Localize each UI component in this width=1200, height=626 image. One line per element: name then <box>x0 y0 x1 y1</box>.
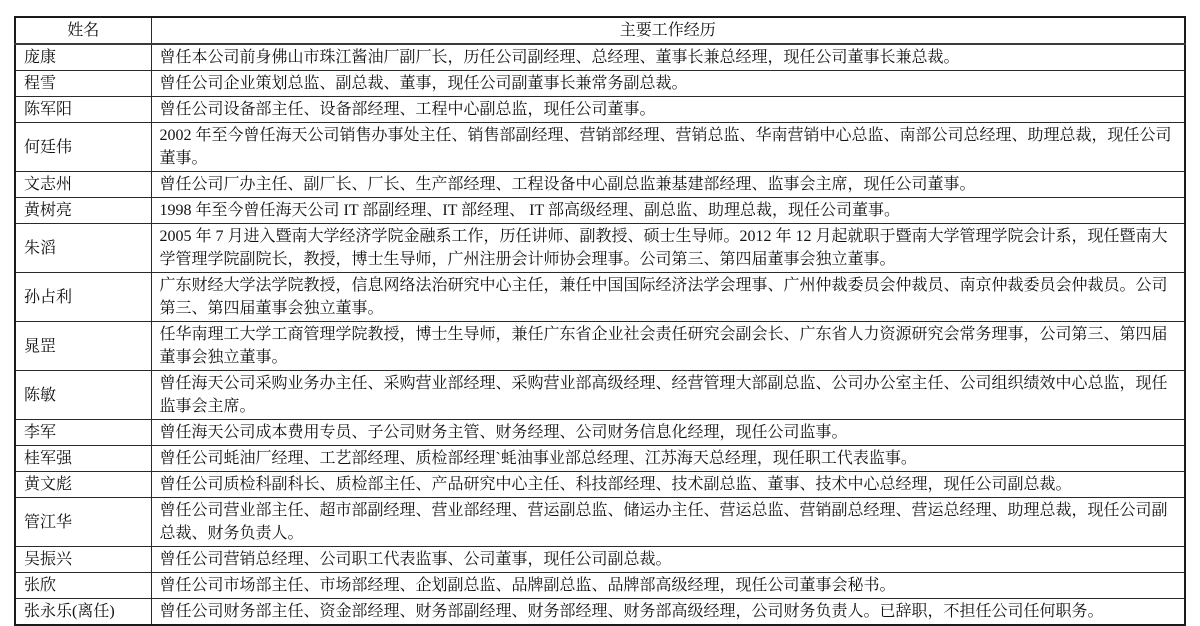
table-row <box>15 498 1185 547</box>
table-row <box>15 420 1185 446</box>
table-row <box>15 547 1185 573</box>
name-cell: 陈军阳 <box>15 97 151 123</box>
experience-cell: 曾任本公司前身佛山市珠江酱油厂副厂长，历任公司副经理、总经理、董事长兼总经理，现任公司董事长兼总裁。 <box>151 44 1185 71</box>
experience-cell: 任华南理工大学工商管理学院教授，博士生导师，兼任广东省企业社会责任研究会副会长、广东省人力资源研究会常务理事，公司第三、第四届董事会独立董事。 <box>151 322 1185 371</box>
experience-cell: 曾任公司营业部主任、超市部副经理、营业部经理、营运副总监、储运办主任、营运总监、营销副总经理、营运总经理、助理总裁，现任公司副总裁、财务负责人。 <box>151 498 1185 547</box>
name-cell: 朱滔 <box>15 224 151 273</box>
name-cell: 文志州 <box>15 172 151 198</box>
table-row <box>15 273 1185 322</box>
experience-cell: 曾任公司企业策划总监、副总裁、董事，现任公司副董事长兼常务副总裁。 <box>151 71 1185 97</box>
table-row <box>15 71 1185 97</box>
name-cell: 张欣 <box>15 573 151 599</box>
name-cell: 黄文彪 <box>15 472 151 498</box>
name-cell: 庞康 <box>15 44 151 71</box>
experience-cell: 广东财经大学法学院教授，信息网络法治研究中心主任，兼任中国国际经济法学会理事、广州仲裁委员会仲裁员、南京仲裁委员会仲裁员。公司第三、第四届董事会独立董事。 <box>151 273 1185 322</box>
table-body <box>15 44 1185 625</box>
table-row <box>15 172 1185 198</box>
experience-cell: 曾任公司市场部主任、市场部经理、企划副总监、品牌副总监、品牌部高级经理，现任公司董事会秘书。 <box>151 573 1185 599</box>
experience-cell: 曾任海天公司成本费用专员、子公司财务主管、财务经理、公司财务信息化经理，现任公司监事。 <box>151 420 1185 446</box>
name-cell: 管江华 <box>15 498 151 547</box>
name-cell: 黄树亮 <box>15 198 151 224</box>
name-cell: 李军 <box>15 420 151 446</box>
table-row <box>15 446 1185 472</box>
header-row <box>15 17 1185 44</box>
experience-cell: 曾任公司设备部主任、设备部经理、工程中心副总监，现任公司董事。 <box>151 97 1185 123</box>
name-cell: 孙占利 <box>15 273 151 322</box>
name-cell: 程雪 <box>15 71 151 97</box>
table-row <box>15 472 1185 498</box>
table-row <box>15 123 1185 172</box>
table-row <box>15 322 1185 371</box>
experience-cell: 曾任公司财务部主任、资金部经理、财务部副经理、财务部经理、财务部高级经理，公司财务负责人。已辞职，不担任公司任何职务。 <box>151 599 1185 626</box>
table-row <box>15 198 1185 224</box>
name-cell: 吴振兴 <box>15 547 151 573</box>
name-cell: 张永乐(离任) <box>15 599 151 626</box>
experience-cell: 2005 年 7 月进入暨南大学经济学院金融系工作，历任讲师、副教授、硕士生导师。2012 年 12 月起就职于暨南大学管理学院会计系，现任暨南大学管理学院副院长，教授，博士生导师，广州注册会计师协会理事。公司第三、第四届董事会独立董事。 <box>151 224 1185 273</box>
table-row <box>15 573 1185 599</box>
table-row <box>15 44 1185 71</box>
name-cell: 陈敏 <box>15 371 151 420</box>
column-header-name: 姓名 <box>15 17 151 44</box>
table-row <box>15 599 1185 626</box>
experience-cell: 2002 年至今曾任海天公司销售办事处主任、销售部副经理、营销部经理、营销总监、华南营销中心总监、南部公司总经理、助理总裁，现任公司董事。 <box>151 123 1185 172</box>
experience-cell: 曾任海天公司采购业务办主任、采购营业部经理、采购营业部高级经理、经营管理大部副总监、公司办公室主任、公司组织绩效中心总监，现任监事会主席。 <box>151 371 1185 420</box>
table-row <box>15 224 1185 273</box>
table-row <box>15 371 1185 420</box>
experience-cell: 1998 年至今曾任海天公司 IT 部副经理、IT 部经理、 IT 部高级经理、副总监、助理总裁，现任公司董事。 <box>151 198 1185 224</box>
experience-cell: 曾任公司营销总经理、公司职工代表监事、公司董事，现任公司副总裁。 <box>151 547 1185 573</box>
table-header <box>15 17 1185 44</box>
name-cell: 桂军强 <box>15 446 151 472</box>
experience-cell: 曾任公司厂办主任、副厂长、厂长、生产部经理、工程设备中心副总监兼基建部经理、监事会主席，现任公司董事。 <box>151 172 1185 198</box>
experience-cell: 曾任公司蚝油厂经理、工艺部经理、质检部经理`蚝油事业部总经理、江苏海天总经理，现任职工代表监事。 <box>151 446 1185 472</box>
column-header-experience: 主要工作经历 <box>151 17 1185 44</box>
name-cell: 何廷伟 <box>15 123 151 172</box>
executives-table <box>14 16 1186 626</box>
experience-cell: 曾任公司质检科副科长、质检部主任、产品研究中心主任、科技部经理、技术副总监、董事、技术中心总经理，现任公司副总裁。 <box>151 472 1185 498</box>
table-row <box>15 97 1185 123</box>
name-cell: 晁罡 <box>15 322 151 371</box>
